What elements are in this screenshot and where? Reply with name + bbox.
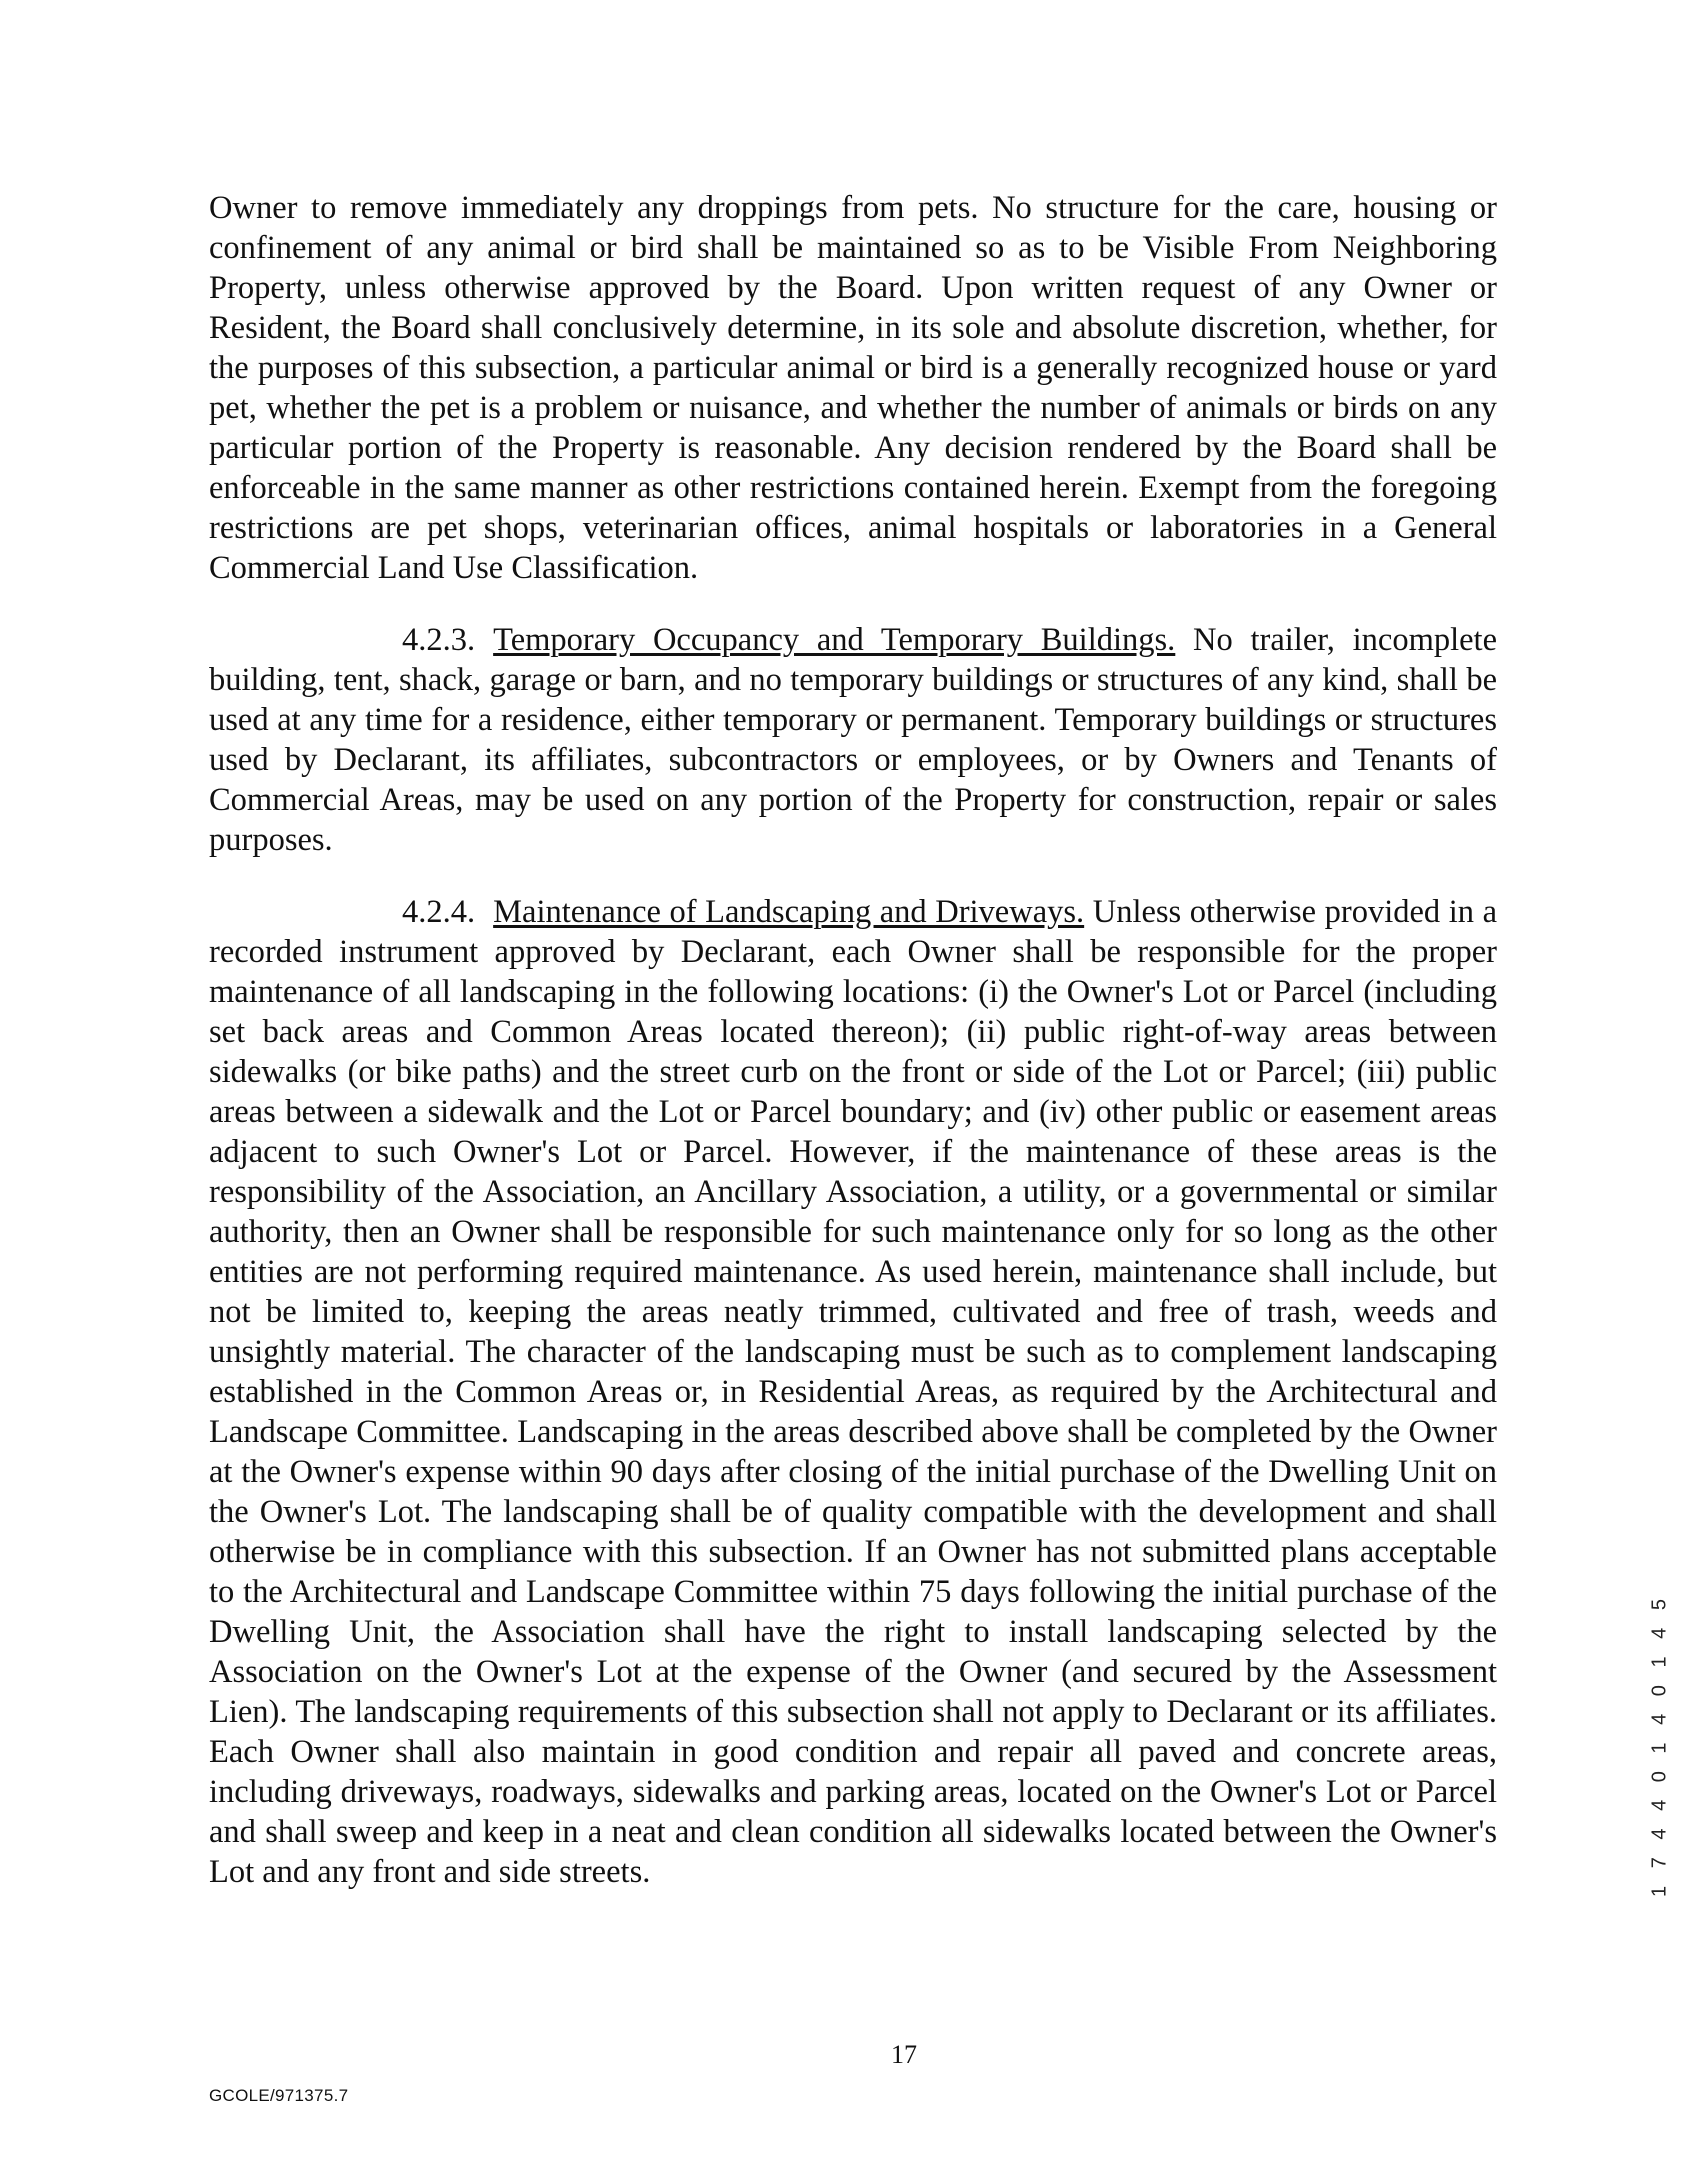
section-heading: Temporary Occupancy and Temporary Buildings. [493,622,1176,658]
section-text: No trailer, incomplete building, tent, shack, garage or barn, and no temporary buildings or structures of any kind, shall be used at any time for a residence, either temporary or permanent. Temporary buildings or structures used by Declarant, its affiliates, subcontractors or employees, or by Owners and Tenants of Commercial Areas, may be used on any portion of the Property for construction, repair or sales purposes. [209,622,1498,858]
section-number: 4.2.3. [402,622,476,658]
section-number: 4.2.4. [402,894,476,930]
recording-number-stamp [1642,1575,1678,1915]
section-text: Unless otherwise provided in a recorded instrument approved by Declarant, each Owner shall be responsible for the proper maintenance of all landscaping in the following locations: (i) the Owner's Lot or Parcel (including set back areas and Common Areas located thereon); (ii) public right-of-way areas between sidewalks (or bike paths) and the street curb on the front or side of the Lot or Parcel; (iii) public areas between a sidewalk and the Lot or Parcel boundary; and (iv) other public or easement areas adjacent to such Owner's Lot or Parcel. However, if the maintenance of these areas is the responsibility of the Association, an Ancillary Association, a utility, or a governmental or similar authority, then an Owner shall be responsible for such maintenance only for so long as the other entities are not performing required maintenance. As used herein, maintenance shall include, but not be limited to, keeping the areas neatly trimmed, cultivated and free of trash, weeds and unsightly material. The character of the landscaping must be such as to complement landscaping established in the Common Areas or, in Residential Areas, as required by the Architectural and Landscape Committee. Landscaping in the areas described above shall be completed by the Owner at the Owner's expense within 90 days after closing of the initial purchase of the Dwelling Unit on the Owner's Lot. The landscaping shall be of quality compatible with the development and shall otherwise be in compliance with this subsection. If an Owner has not submitted plans acceptable to the Architectural and Landscape Committee within 75 days following the initial purchase of the Dwelling Unit, the Association shall have the right to install landscaping selected by the Association on the Owner's Lot at the expense of the Owner (and secured by the Assessment Lien). The landscaping requirements of this subsection shall not apply to Declarant or its affiliates. Each Owner shall also maintain in good condition and repair all paved and concrete areas, including driveways, roadways, sidewalks and parking areas, located on the Owner's Lot or Parcel and shall sweep and keep in a neat and clean condition all sidewalks located between the Owner's Lot and any front and side streets. [209,894,1497,1890]
recording-stamp-text: 1 7 4 4 0 1 4 0 1 4 5 [1648,1593,1671,1897]
document-id: GCOLE/971375.7 [209,2086,349,2105]
section-heading: Maintenance of Landscaping and Driveways. [493,894,1085,930]
section-4-2-4 [209,892,1497,1892]
document-body [209,188,1497,1924]
paragraph-pet-restrictions-continued: Owner to remove immediately any droppings from pets. No structure for the care, housing or confinement of any animal or bird shall be maintained so as to be Visible From Neighboring Property, unless otherwise approved by the Board. Upon written request of any Owner or Resident, the Board shall conclusively determine, in its sole and absolute discretion, whether, for the purposes of this subsection, a particular animal or bird is a generally recognized house or yard pet, whether the pet is a problem or nuisance, and whether the number of animals or birds on any particular portion of the Property is reasonable. Any decision rendered by the Board shall be enforceable in the same manner as other restrictions contained herein. Exempt from the foregoing restrictions are pet shops, veterinarian offices, animal hospitals or laboratories in a General Commercial Land Use Classification. [209,190,1497,586]
page-number: 17 [891,2040,917,2069]
section-4-2-3 [209,620,1497,860]
